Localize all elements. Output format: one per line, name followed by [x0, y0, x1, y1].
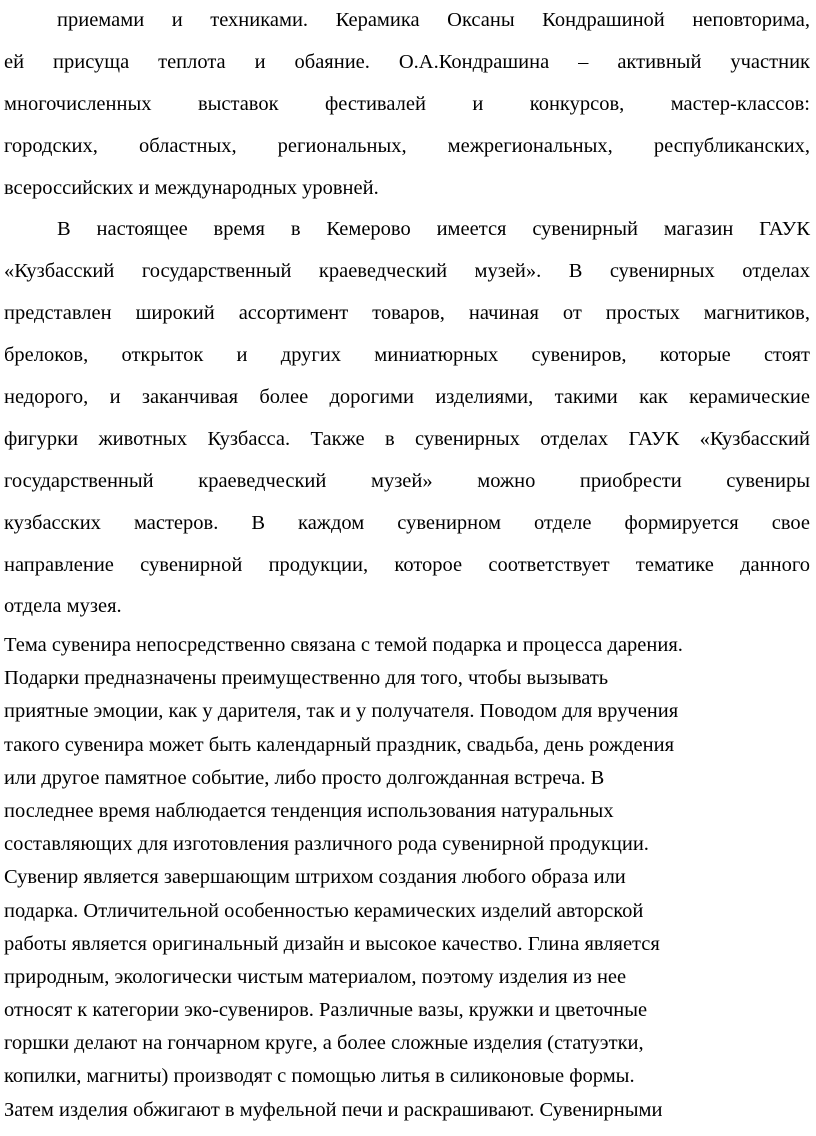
text-line: Тема сувенира непосредственно связана с темой подарка и процесса дарения.: [4, 634, 683, 656]
text-line: многочисленных выставок фестивалей и конкурсов, мастер-классов:: [4, 92, 810, 115]
paragraph-theme: [4, 629, 810, 1127]
text-line: недорого, и заканчивая более дорогими изделиями, такими как керамические: [4, 386, 810, 409]
paragraph-continuation: [4, 0, 810, 209]
paragraph-store: [4, 209, 810, 628]
text-line: природным, экологически чистым материалом, поэтому изделия из нее: [4, 965, 627, 988]
text-line: подарка. Отличительной особенностью керамических изделий авторской: [4, 899, 644, 922]
text-line: приемами и техниками. Керамика Оксаны Кондрашиной неповторима,: [57, 9, 810, 31]
text-line: относят к категории эко-сувениров. Различные вазы, кружки и цветочные: [4, 999, 648, 1022]
text-line: горшки делают на гончарном круге, а более сложные изделия (статуэтки,: [4, 1032, 644, 1055]
text-line: отдела музея.: [4, 595, 122, 618]
text-line: «Кузбасский государственный краеведческий музей». В сувенирных отделах: [4, 260, 810, 283]
text-line: всероссийских и международных уровней.: [4, 176, 379, 199]
text-line: работы является оригинальный дизайн и высокое качество. Глина является: [4, 932, 660, 955]
text-line: государственный краеведческий музей» можно приобрести сувениры: [4, 469, 810, 492]
text-line: брелоков, открыток и других миниатюрных сувениров, которые стоят: [4, 344, 810, 367]
text-line: Подарки предназначены преимущественно для того, чтобы вызывать: [4, 667, 609, 690]
text-line: кузбасских мастеров. В каждом сувенирном отделе формируется свое: [4, 511, 810, 534]
text-line: такого сувенира может быть календарный праздник, свадьба, день рождения: [4, 733, 674, 756]
text-line: или другое памятное событие, либо просто долгожданная встреча. В: [4, 766, 605, 789]
text-line: составляющих для изготовления различного рода сувенирной продукции.: [4, 833, 649, 856]
text-line: городских, областных, региональных, межрегиональных, республиканских,: [4, 134, 810, 157]
double-spaced-text: [4, 0, 810, 628]
text-line: направление сувенирной продукции, которое соответствует тематике данного: [4, 553, 810, 576]
text-line: Сувенир является завершающим штрихом создания любого образа или: [4, 866, 626, 889]
text-line: копилки, магниты) производят с помощью литья в силиконовые формы.: [4, 1065, 635, 1088]
text-line: представлен широкий ассортимент товаров, начиная от простых магнитиков,: [4, 302, 810, 325]
text-line: приятные эмоции, как у дарителя, так и у получателя. Поводом для вручения: [4, 700, 679, 723]
text-line: последнее время наблюдается тенденция использования натуральных: [4, 799, 614, 822]
text-line: Затем изделия обжигают в муфельной печи и раскрашивают. Сувенирными: [4, 1098, 663, 1121]
text-line: фигурки животных Кузбасса. Также в сувенирных отделах ГАУК «Кузбасский: [4, 427, 810, 450]
text-line: ей присуща теплота и обаяние. О.А.Кондрашина – активный участник: [4, 50, 810, 73]
text-line: В настоящее время в Кемерово имеется сувенирный магазин ГАУК: [57, 218, 810, 241]
